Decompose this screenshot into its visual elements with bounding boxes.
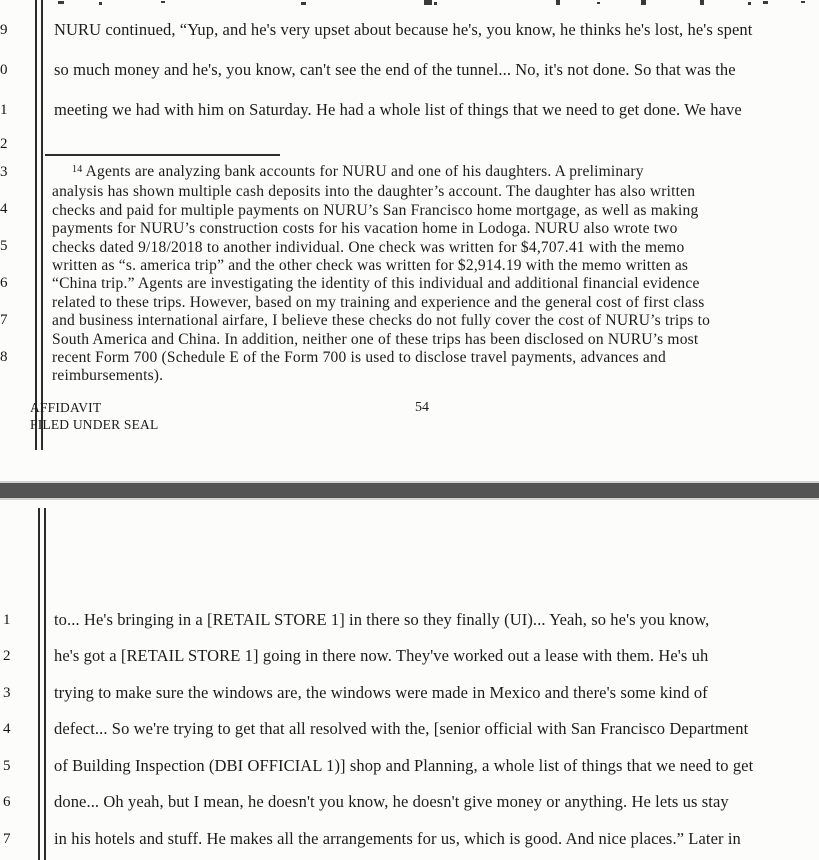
page-edge-shadow-bottom: [0, 498, 819, 500]
line-number: 8: [0, 349, 8, 365]
body-line: meeting we had with him on Saturday. He had a whole list of things that we need to get done. We have: [54, 100, 742, 119]
line-number: 7: [0, 312, 8, 328]
line-number: 6: [3, 794, 11, 810]
line-number: 2: [3, 648, 11, 664]
footnote-line: written as “s. america trip” and the other check was written for $2,914.19 with the memo written as: [52, 257, 689, 275]
line-number: 7: [3, 831, 11, 847]
line-number: 1: [0, 102, 8, 118]
line-number: 3: [3, 685, 11, 701]
footnote-line: checks and paid for multiple payments on NURU’s San Francisco home mortgage, as well as making: [52, 201, 699, 219]
footnote-marker: 14: [72, 164, 83, 175]
page-number: 54: [415, 400, 429, 415]
footnote-14: [52, 163, 710, 386]
footnote-line: and business international airfare, I believe these checks do not fully cover the cost of NURU’s trips to: [52, 312, 711, 330]
page-separator-bar: [0, 483, 819, 498]
body-line: trying to make sure the windows are, the windows were made in Mexico and there's some kind of: [54, 683, 708, 702]
footer-caption-line2: FILED UNDER SEAL: [30, 417, 159, 432]
line-number: 6: [0, 275, 8, 291]
footnote-line: analysis has shown multiple cash deposits into the daughter’s account. The daughter has also written: [52, 183, 696, 201]
line-number: 5: [0, 238, 8, 254]
footnote-line: [52, 163, 710, 183]
body-line: NURU continued, “Yup, and he's very upset about because he's, you know, he thinks he's lost, he's spent: [54, 20, 753, 39]
footnote-separator: [45, 154, 280, 156]
line-number: 4: [3, 721, 11, 737]
page2-margin-rule: [38, 508, 46, 860]
body-line: done... Oh yeah, but I mean, he doesn't you know, he doesn't give money or anything. He lets us stay: [54, 792, 729, 811]
line-number: 9: [0, 22, 8, 38]
page1-margin-rule: [35, 0, 43, 450]
line-number: 1: [3, 612, 11, 628]
line-number: 5: [3, 758, 11, 774]
footnote-line: payments for NURU’s construction costs for his vacation home in Lodoga. NURU also wrote two: [52, 220, 678, 238]
footnote-line: checks dated 9/18/2018 to another individual. One check was written for $4,707.41 with the memo: [52, 238, 685, 256]
footer-caption: [30, 399, 158, 433]
footnote-line: recent Form 700 (Schedule E of the Form 700 is used to disclose travel payments, advances and: [52, 349, 666, 367]
body-line: so much money and he's, you know, can't see the end of the tunnel... No, it's not done. So that was the: [54, 60, 736, 79]
footnote-line: related to these trips. However, based on my training and experience and the general cost of first class: [52, 293, 705, 311]
line-number: 3: [0, 164, 8, 180]
footnote-line: reimbursements).: [52, 367, 164, 385]
footnote-text: Agents are analyzing bank accounts for NURU and one of his daughters. A preliminary: [85, 163, 644, 180]
body-line: in his hotels and stuff. He makes all the arrangements for us, which is good. And nice places.” Later in: [54, 829, 741, 848]
footnote-line: South America and China. In addition, neither one of these trips has been disclosed on NURU’s most: [52, 330, 699, 348]
line-number: 2: [0, 136, 8, 152]
line-number: 0: [0, 62, 8, 78]
footer-caption-line1: AFFIDAVIT: [30, 400, 102, 415]
footnote-line: “China trip.” Agents are investigating the identity of this individual and additional financial evidence: [52, 275, 700, 293]
body-line: he's got a [RETAIL STORE 1] going in there now. They've worked out a lease with them. He's uh: [54, 646, 709, 665]
body-line: defect... So we're trying to get that all resolved with the, [senior official with San Francisco Department: [54, 719, 749, 738]
line-number: 4: [0, 201, 8, 217]
body-line: of Building Inspection (DBI OFFICIAL 1)] shop and Planning, a whole list of things that we need to get: [54, 756, 754, 775]
body-line: to... He's bringing in a [RETAIL STORE 1] in there so they finally (UI)... Yeah, so he's you know,: [54, 610, 710, 629]
